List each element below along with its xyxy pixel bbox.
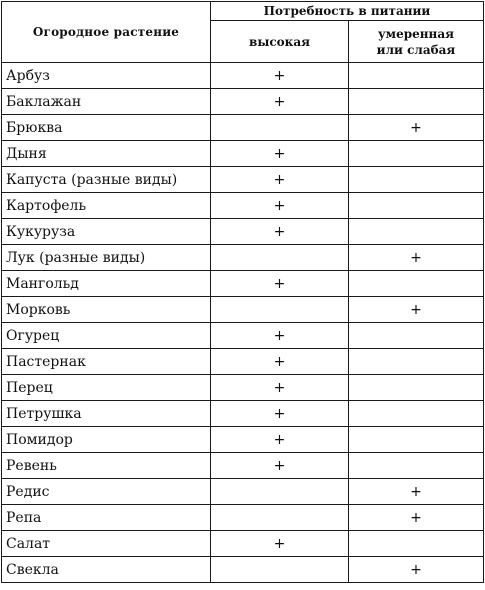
moderate-need-cell (349, 271, 484, 297)
moderate-need-cell (349, 219, 484, 245)
high-need-cell: + (211, 349, 349, 375)
moderate-need-cell (349, 401, 484, 427)
plant-name-cell: Помидор (2, 427, 211, 453)
plant-name-cell: Картофель (2, 193, 211, 219)
table-row (2, 167, 484, 193)
table-row (2, 115, 484, 141)
header-nutrition-need: Потребность в питании (211, 2, 484, 21)
high-need-cell (211, 479, 349, 505)
plant-name-cell: Кукуруза (2, 219, 211, 245)
plant-name-cell: Ревень (2, 453, 211, 479)
table-row (2, 219, 484, 245)
plant-name-cell: Дыня (2, 141, 211, 167)
table-row (2, 193, 484, 219)
high-need-cell (211, 557, 349, 583)
plant-name-cell: Морковь (2, 297, 211, 323)
plant-name-cell: Петрушка (2, 401, 211, 427)
header-moderate-line1: умеренная (378, 26, 454, 41)
moderate-need-cell: + (349, 505, 484, 531)
moderate-need-cell (349, 89, 484, 115)
table-row (2, 349, 484, 375)
table-row (2, 141, 484, 167)
plant-name-cell: Брюква (2, 115, 211, 141)
plant-name-cell: Арбуз (2, 63, 211, 89)
table-row (2, 453, 484, 479)
high-need-cell: + (211, 89, 349, 115)
moderate-need-cell (349, 375, 484, 401)
moderate-need-cell: + (349, 245, 484, 271)
table-row (2, 89, 484, 115)
table-row (2, 323, 484, 349)
moderate-need-cell (349, 193, 484, 219)
high-need-cell: + (211, 167, 349, 193)
moderate-need-cell: + (349, 297, 484, 323)
plant-name-cell: Репа (2, 505, 211, 531)
header-moderate (349, 21, 484, 63)
table-row (2, 271, 484, 297)
plant-name-cell: Свекла (2, 557, 211, 583)
high-need-cell (211, 115, 349, 141)
plant-name-cell: Огурец (2, 323, 211, 349)
moderate-need-cell: + (349, 115, 484, 141)
moderate-need-cell: + (349, 479, 484, 505)
high-need-cell: + (211, 219, 349, 245)
header-moderate-line2: или слабая (376, 42, 456, 57)
moderate-need-cell (349, 531, 484, 557)
table-row (2, 245, 484, 271)
high-need-cell: + (211, 193, 349, 219)
table-row (2, 531, 484, 557)
table-row (2, 427, 484, 453)
high-need-cell (211, 505, 349, 531)
high-need-cell: + (211, 401, 349, 427)
moderate-need-cell (349, 323, 484, 349)
moderate-need-cell: + (349, 557, 484, 583)
moderate-need-cell (349, 427, 484, 453)
plant-name-cell: Редис (2, 479, 211, 505)
table-row (2, 63, 484, 89)
high-need-cell: + (211, 323, 349, 349)
header-plant: Огородное растение (2, 2, 211, 63)
table-row (2, 375, 484, 401)
high-need-cell: + (211, 453, 349, 479)
high-need-cell: + (211, 271, 349, 297)
plant-name-cell: Мангольд (2, 271, 211, 297)
table-row (2, 401, 484, 427)
high-need-cell: + (211, 427, 349, 453)
moderate-need-cell (349, 167, 484, 193)
table-body (2, 63, 484, 583)
high-need-cell: + (211, 375, 349, 401)
plant-name-cell: Пастернак (2, 349, 211, 375)
table-row (2, 505, 484, 531)
table-row (2, 479, 484, 505)
table-row (2, 297, 484, 323)
moderate-need-cell (349, 453, 484, 479)
table-header (2, 2, 484, 63)
high-need-cell (211, 245, 349, 271)
moderate-need-cell (349, 349, 484, 375)
plant-nutrition-table (1, 1, 484, 583)
high-need-cell (211, 297, 349, 323)
table-row (2, 557, 484, 583)
plant-name-cell: Капуста (разные виды) (2, 167, 211, 193)
moderate-need-cell (349, 141, 484, 167)
high-need-cell: + (211, 531, 349, 557)
high-need-cell: + (211, 63, 349, 89)
plant-name-cell: Перец (2, 375, 211, 401)
plant-name-cell: Баклажан (2, 89, 211, 115)
moderate-need-cell (349, 63, 484, 89)
plant-name-cell: Лук (разные виды) (2, 245, 211, 271)
header-high: высокая (211, 21, 349, 63)
plant-name-cell: Салат (2, 531, 211, 557)
high-need-cell: + (211, 141, 349, 167)
